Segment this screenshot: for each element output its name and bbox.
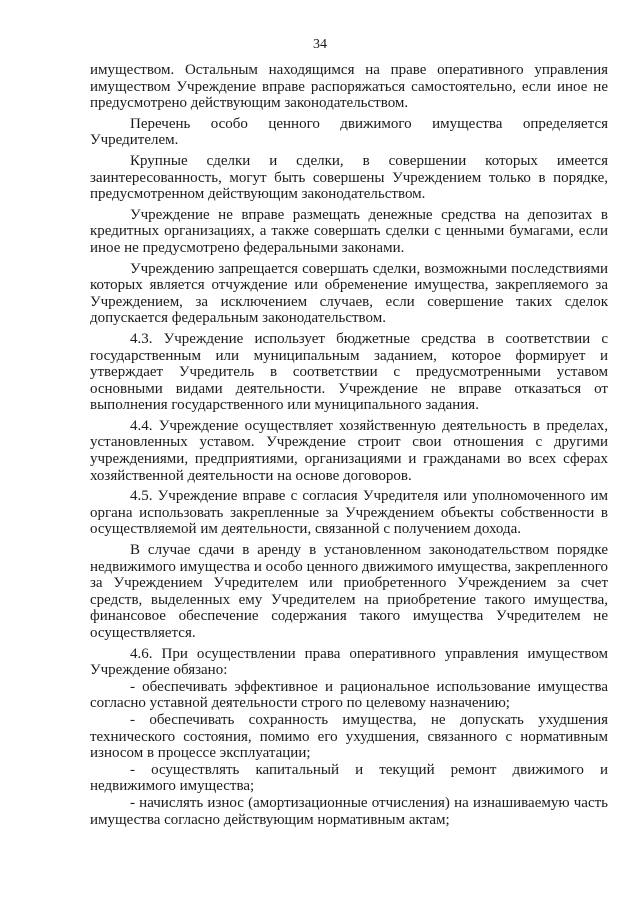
paragraph-major-transactions: Крупные сделки и сделки, в совершении которых имеется заинтересованность, могут быть совершены Учреждением только в порядке, предусмотренном действующим законодательством. [90, 152, 608, 203]
paragraph-valuable-property-list: Перечень особо ценного движимого имущества определяется Учредителем. [90, 115, 608, 149]
paragraph-deposits-restriction: Учреждение не вправе размещать денежные средства на депозитах в кредитных организациях, а также совершать сделки с ценными бумагами, если иное не предусмотрено федеральными законами. [90, 206, 608, 256]
paragraph-4-3: 4.3. Учреждение использует бюджетные средства в соответствии с государственным или муниципальным заданием, которое формирует и утверждает Учредитель в соответствии с предусмотренными уставом основными видами деятельности. Учреждение не вправе отказаться от выполнения государственного или муниципального задания. [90, 330, 608, 414]
paragraph-lease: В случае сдачи в аренду в установленном законодательством порядке недвижимого имущества и особо ценного движимого имущества, закрепленного за Учреждением Учредителем или приобретенного Учреждением за счет средств, выделенных ему Учредителем на приобретение такого имущества, финансовое обеспечение содержания такого имущества Учредителем не осуществляется. [90, 542, 608, 641]
list-item-depreciation: - начислять износ (амортизационные отчисления) на изнашиваемую часть имущества согласно действующим нормативным актам; [90, 794, 608, 828]
list-item-repair: - осуществлять капитальный и текущий ремонт движимого и недвижимого имущества; [90, 761, 608, 795]
paragraph-alienation-restriction: Учреждению запрещается совершать сделки, возможными последствиями которых является отчуждение или обременение имущества, закрепляемого за Учреждением, за исключением случаев, если совершение таких сделок допускается федеральным законодательством. [90, 260, 608, 327]
document-body [90, 62, 608, 828]
list-item-preservation: - обеспечивать сохранность имущества, не допускать ухудшения технического состояния, помимо его ухудшения, связанного с нормативным износом в процессе эксплуатации; [90, 711, 608, 762]
page-number: 34 [313, 37, 327, 52]
list-item-efficient-use: - обеспечивать эффективное и рациональное использование имущества согласно уставной деятельности строго по целевому назначению; [90, 678, 608, 712]
paragraph-4-5: 4.5. Учреждение вправе с согласия Учредителя или уполномоченного им органа использовать закрепленные за Учреждением объекты собственности в осуществляемой им деятельности, связанной с получением дохода. [90, 488, 608, 538]
paragraph-4-4: 4.4. Учреждение осуществляет хозяйственную деятельность в пределах, установленных уставом. Учреждение строит свои отношения с другими учреждениями, предприятиями, организациями и гражданами во всех сферах хозяйственной деятельности на основе договоров. [90, 417, 608, 484]
paragraph-continuation: имуществом. Остальным находящимся на праве оперативного управления имуществом Учреждение вправе распоряжаться самостоятельно, если иное не предусмотрено действующим законодательством. [90, 62, 608, 112]
paragraph-4-6: 4.6. При осуществлении права оперативного управления имуществом Учреждение обязано: [90, 645, 608, 679]
